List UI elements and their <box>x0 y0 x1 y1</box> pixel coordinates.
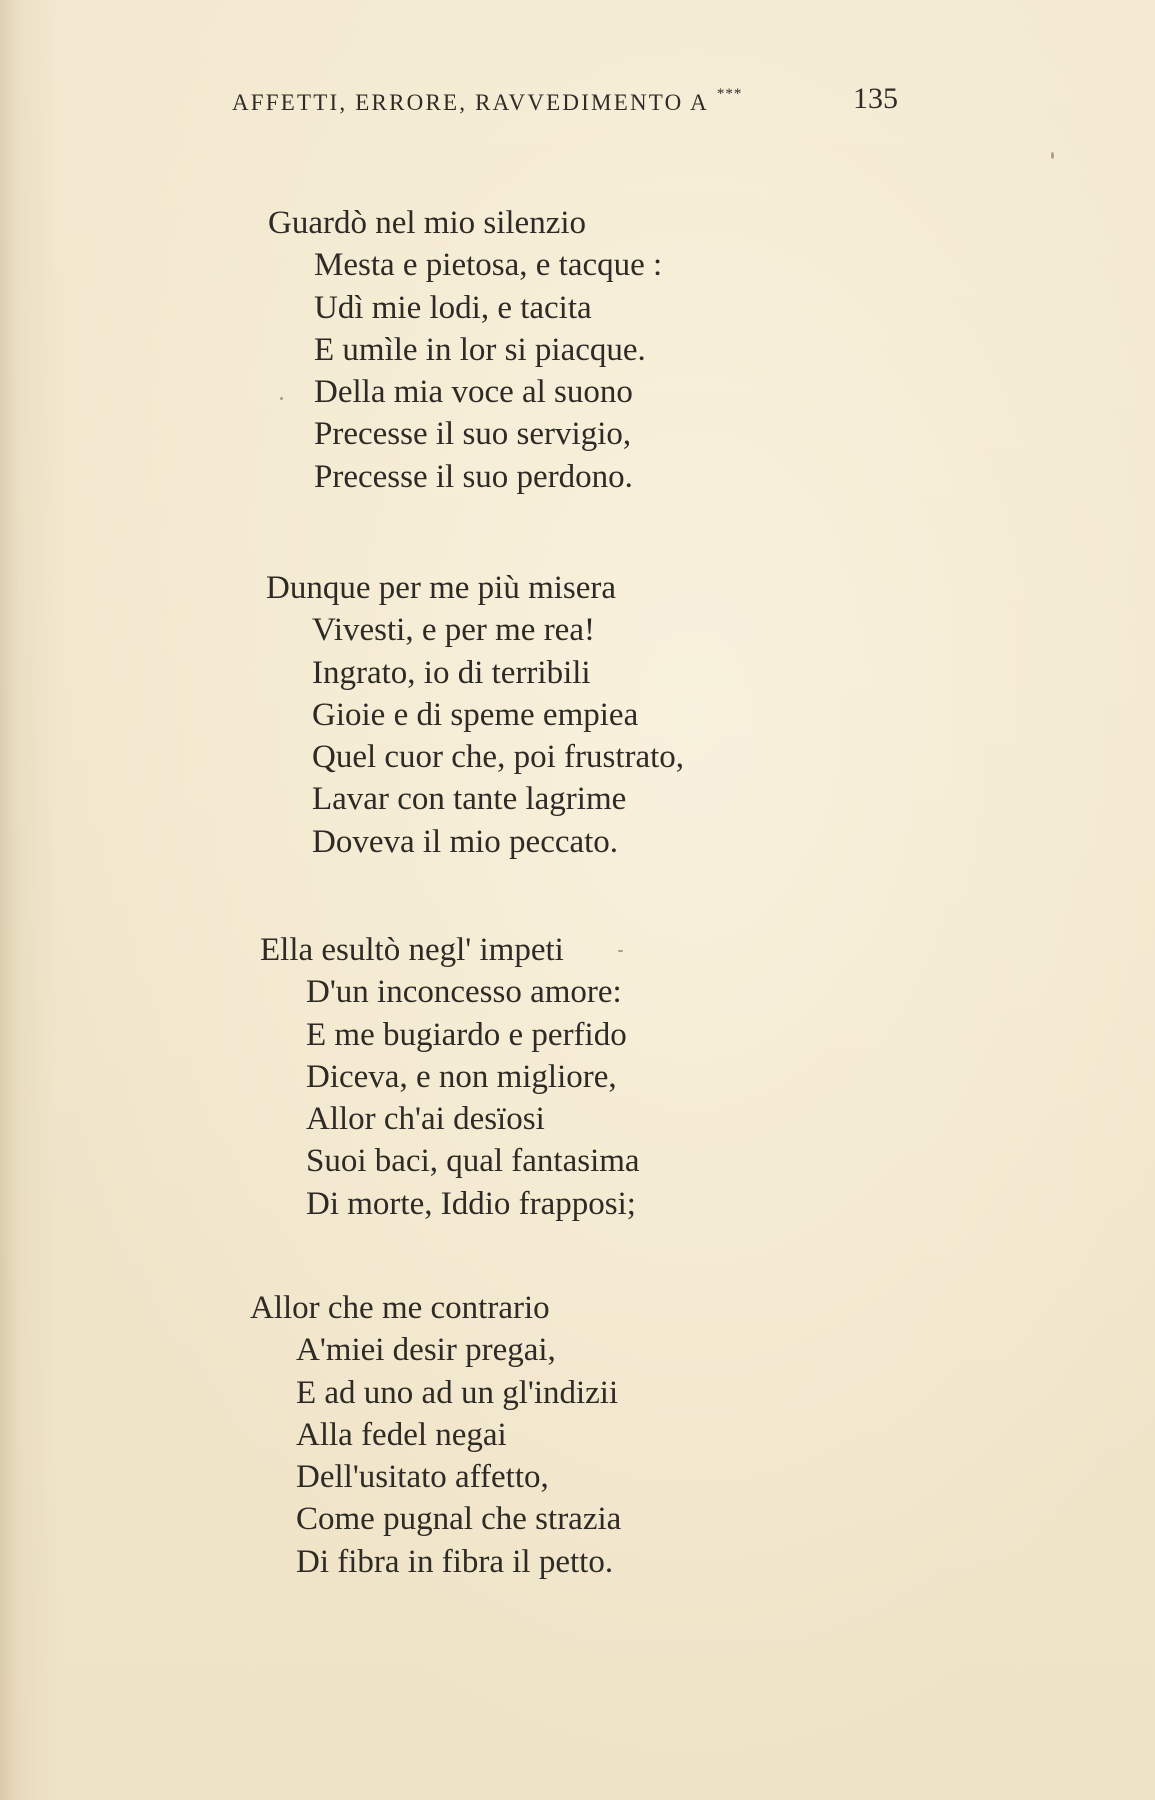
verse-line: Quel cuor che, poi frustrato, <box>312 739 685 776</box>
verse-line: Di fibra in fibra il petto. <box>296 1543 614 1580</box>
paper-speck <box>1051 152 1054 159</box>
verse-line: Vivesti, e per me rea! <box>312 612 595 649</box>
verse-line: Lavar con tante lagrime <box>312 781 627 818</box>
verse-line: Suoi baci, qual fantasima <box>306 1143 640 1180</box>
verse-line: Allor che me contrario <box>250 1290 550 1326</box>
verse-line: Doveva il mio peccato. <box>312 823 619 860</box>
stanza-4 <box>250 1287 621 1583</box>
stanza-3 <box>260 929 640 1225</box>
stanza-1 <box>268 202 662 498</box>
running-head <box>232 86 743 116</box>
verse-line: Gioie e di speme empiea <box>312 696 639 733</box>
running-head-stars: *** <box>716 86 743 102</box>
stanza-2 <box>266 567 684 863</box>
verse-line: Allor ch'ai desïosi <box>306 1101 545 1138</box>
verse-line: Udì mie lodi, e tacita <box>314 289 592 326</box>
verse-line: Mesta e pietosa, e tacque : <box>314 247 663 284</box>
verse-line: Di morte, Iddio frapposi; <box>306 1185 636 1222</box>
verse-line: Della mia voce al suono <box>314 374 633 411</box>
verse-line: Precesse il suo perdono. <box>314 458 633 495</box>
verse-line: Dunque per me più misera <box>266 570 617 606</box>
verse-line: Guardò nel mio silenzio <box>268 205 587 241</box>
verse-line: E umìle in lor si piacque. <box>314 331 646 368</box>
running-head-title: AFFETTI, ERRORE, RAVVEDIMENTO A <box>232 90 709 115</box>
verse-line: Precesse il suo servigio, <box>314 416 632 453</box>
verse-line: E ad uno ad un gl'indizii <box>296 1374 619 1411</box>
verse-line: Come pugnal che strazia <box>296 1501 622 1538</box>
verse-line: Dell'usitato affetto, <box>296 1459 549 1496</box>
verse-line: Alla fedel negai <box>296 1416 507 1453</box>
verse-line: Ella esultò negl' impeti <box>260 932 564 968</box>
page-number: 135 <box>853 82 898 115</box>
paper-speck <box>618 950 623 952</box>
verse-line: E me bugiardo e perfido <box>306 1016 627 1053</box>
verse-line: Ingrato, io di terribili <box>312 654 591 691</box>
verse-line: A'miei desir pregai, <box>296 1332 556 1369</box>
verse-line: D'un inconcesso amore: <box>306 974 622 1011</box>
verse-line: Diceva, e non migliore, <box>306 1058 617 1095</box>
paper-speck <box>280 397 283 400</box>
